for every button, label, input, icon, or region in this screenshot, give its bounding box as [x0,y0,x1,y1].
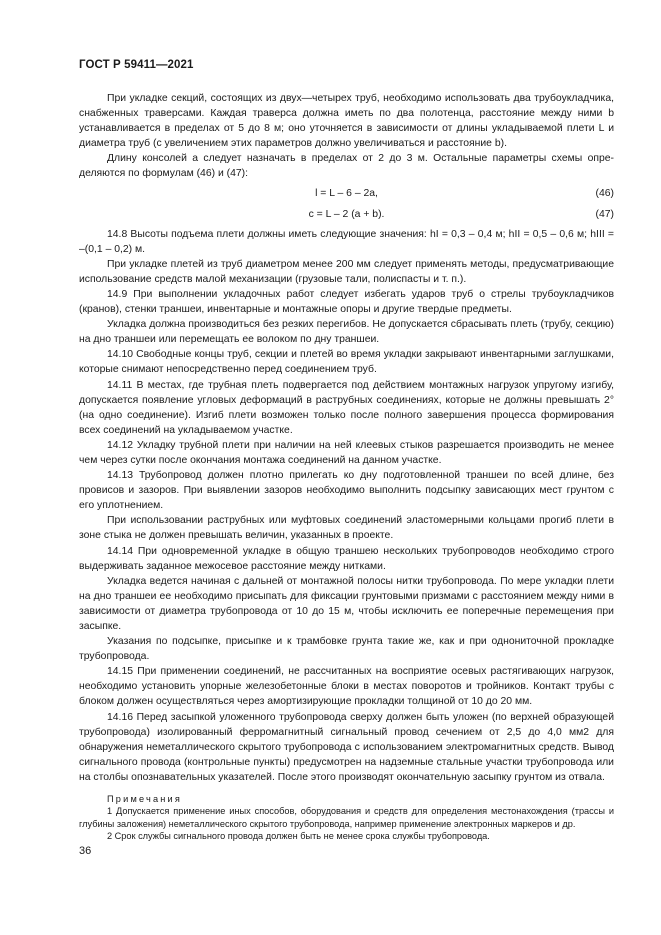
paragraph: 14.11 В местах, где трубная плеть подвергается под действием монтажных нагрузок упругому изгибу, допускается появление угловых деформаций в раструбных соединениях, которые не должны превышать 2° (на одно соединение). Изгиб плети возможен только после полного завершения процесса формирования всех соединений на укладываемом участке. [79,379,614,436]
notes-block [79,793,614,843]
document-body [79,91,614,843]
formula-expression: l = L – 6 – 2a, [315,187,378,199]
note-item: 1 Допускается применение иных способов, оборудования и средств для определения местонахождения (трассы и глубины заложения) неметаллического скрытого трубопровода, например применение электронных маркеров и др. [79,806,614,829]
paragraph: 14.12 Укладку трубной плети при наличии на ней клеевых стыков разрешается производить не менее чем через сутки после окончания монтажа соединений на данном участке. [79,439,614,466]
notes-title: Примечания [107,794,183,805]
paragraph: Длину консолей a следует назначать в пределах от 2 до 3 м. Остальные параметры схемы определяются по формулам (46) и (47): [79,153,614,180]
paragraph: 14.9 При выполнении укладочных работ следует избегать ударов труб о стрелы трубоукладчиков (кранов), стенки траншеи, инвентарные и монтажные опоры и другие твердые предметы. [79,288,614,316]
paragraph: При укладке плетей из труб диаметром менее 200 мм следует применять методы, предусматривающие использование средств малой механизации (грузовые тали, полиспасты и т. п.). [79,258,614,285]
paragraph: Укладка ведется начиная с дальней от монтажной полосы нитки трубопровода. По мере укладки плети на дно траншеи ее необходимо присыпать для фиксации грунтовыми призмами с расстоянием между ними в зависимости от диаметра трубопровода от 10 до 15 м, чтобы исключить ее поперечные перемещения при засыпке. [79,575,614,632]
paragraph: 14.14 При одновременной укладке в общую траншею нескольких трубопроводов необходимо строго выдерживать заданное межосевое расстояние между нитками. [79,545,614,572]
paragraph: При использовании раструбных или муфтовых соединений эластомерными кольцами прогиб плети в зоне стыка не должен превышать величин, указанных в проекте. [79,515,614,542]
paragraph: 14.10 Свободные концы труб, секции и плетей во время укладки закрывают инвентарными заглушками, которые снимают непосредственно перед соединением труб. [79,349,614,376]
note-item: 2 Срок службы сигнального провода должен быть не менее срока службы трубопровода. [107,831,490,842]
paragraph: 14.16 Перед засыпкой уложенного трубопровода сверху должен быть уложен (по верхней образующей трубопровода) изолированный ферромагнитный сигнальный провод сечением от 2,5 до 4,0 мм2 для обнаружения неметаллического скрытого трубопровода с использованием электромагнитных средств. Вывод сигнального провода (контрольные пункты) предусмотрен на надземные стальные участки трубопровода или на столбы опознавательных указателей. После этого производят окончательную засыпку грунтом из отвала. [79,711,614,783]
doc-header: ГОСТ Р 59411—2021 [79,59,194,71]
paragraph: 14.13 Трубопровод должен плотно прилегать ко дну подготовленной траншеи по всей длине, без провисов и зазоров. При выявлении зазоров необходимо выполнить подсыпку зависающих мест грунтом с его уплотнением. [79,470,614,512]
paragraph: Указания по подсыпке, присыпке и к трамбовке грунта такие же, как и при однониточной прокладке трубопровода. [79,636,614,663]
paragraph: 14.15 При применении соединений, не рассчитанных на восприятие осевых растягивающих нагрузок, необходимо установить упорные железобетонные блоки в местах поворотов и тройников. Контакт трубы с блоком должен осуществляться через амортизирующие прокладки толщиной от 10 до 20 мм. [79,666,614,708]
paragraph: При укладке секций, состоящих из двух—четырех труб, необходимо использовать два трубоукладчика, снабженных траверсами. Каждая траверса должна иметь по два полотенца, расстояние между ними b устанавливается в пределах от 5 до 8 м; оно уточняется в зависимости от длины укладываемой плети L и диаметра труб (с увеличением этих параметров должно увеличиваться и расстояние b). [79,93,614,150]
formula-number: (47) [595,208,614,220]
formula-expression: c = L – 2 (a + b). [308,208,385,220]
formula-46 [79,184,614,203]
paragraph: 14.8 Высоты подъема плети должны иметь следующие значения: hI = 0,3 – 0,4 м; hII = 0,5 – 0,6 м; hIII = –(0,1 – 0,2) м. [79,228,614,255]
paragraph: Укладка должна производиться без резких перегибов. Не допускается сбрасывать плеть (трубу, секцию) на дно траншеи или перемещать ее волоком по дну траншеи. [79,319,614,346]
page-number: 36 [79,845,92,857]
formula-number: (46) [595,187,614,199]
formula-47 [79,205,614,224]
